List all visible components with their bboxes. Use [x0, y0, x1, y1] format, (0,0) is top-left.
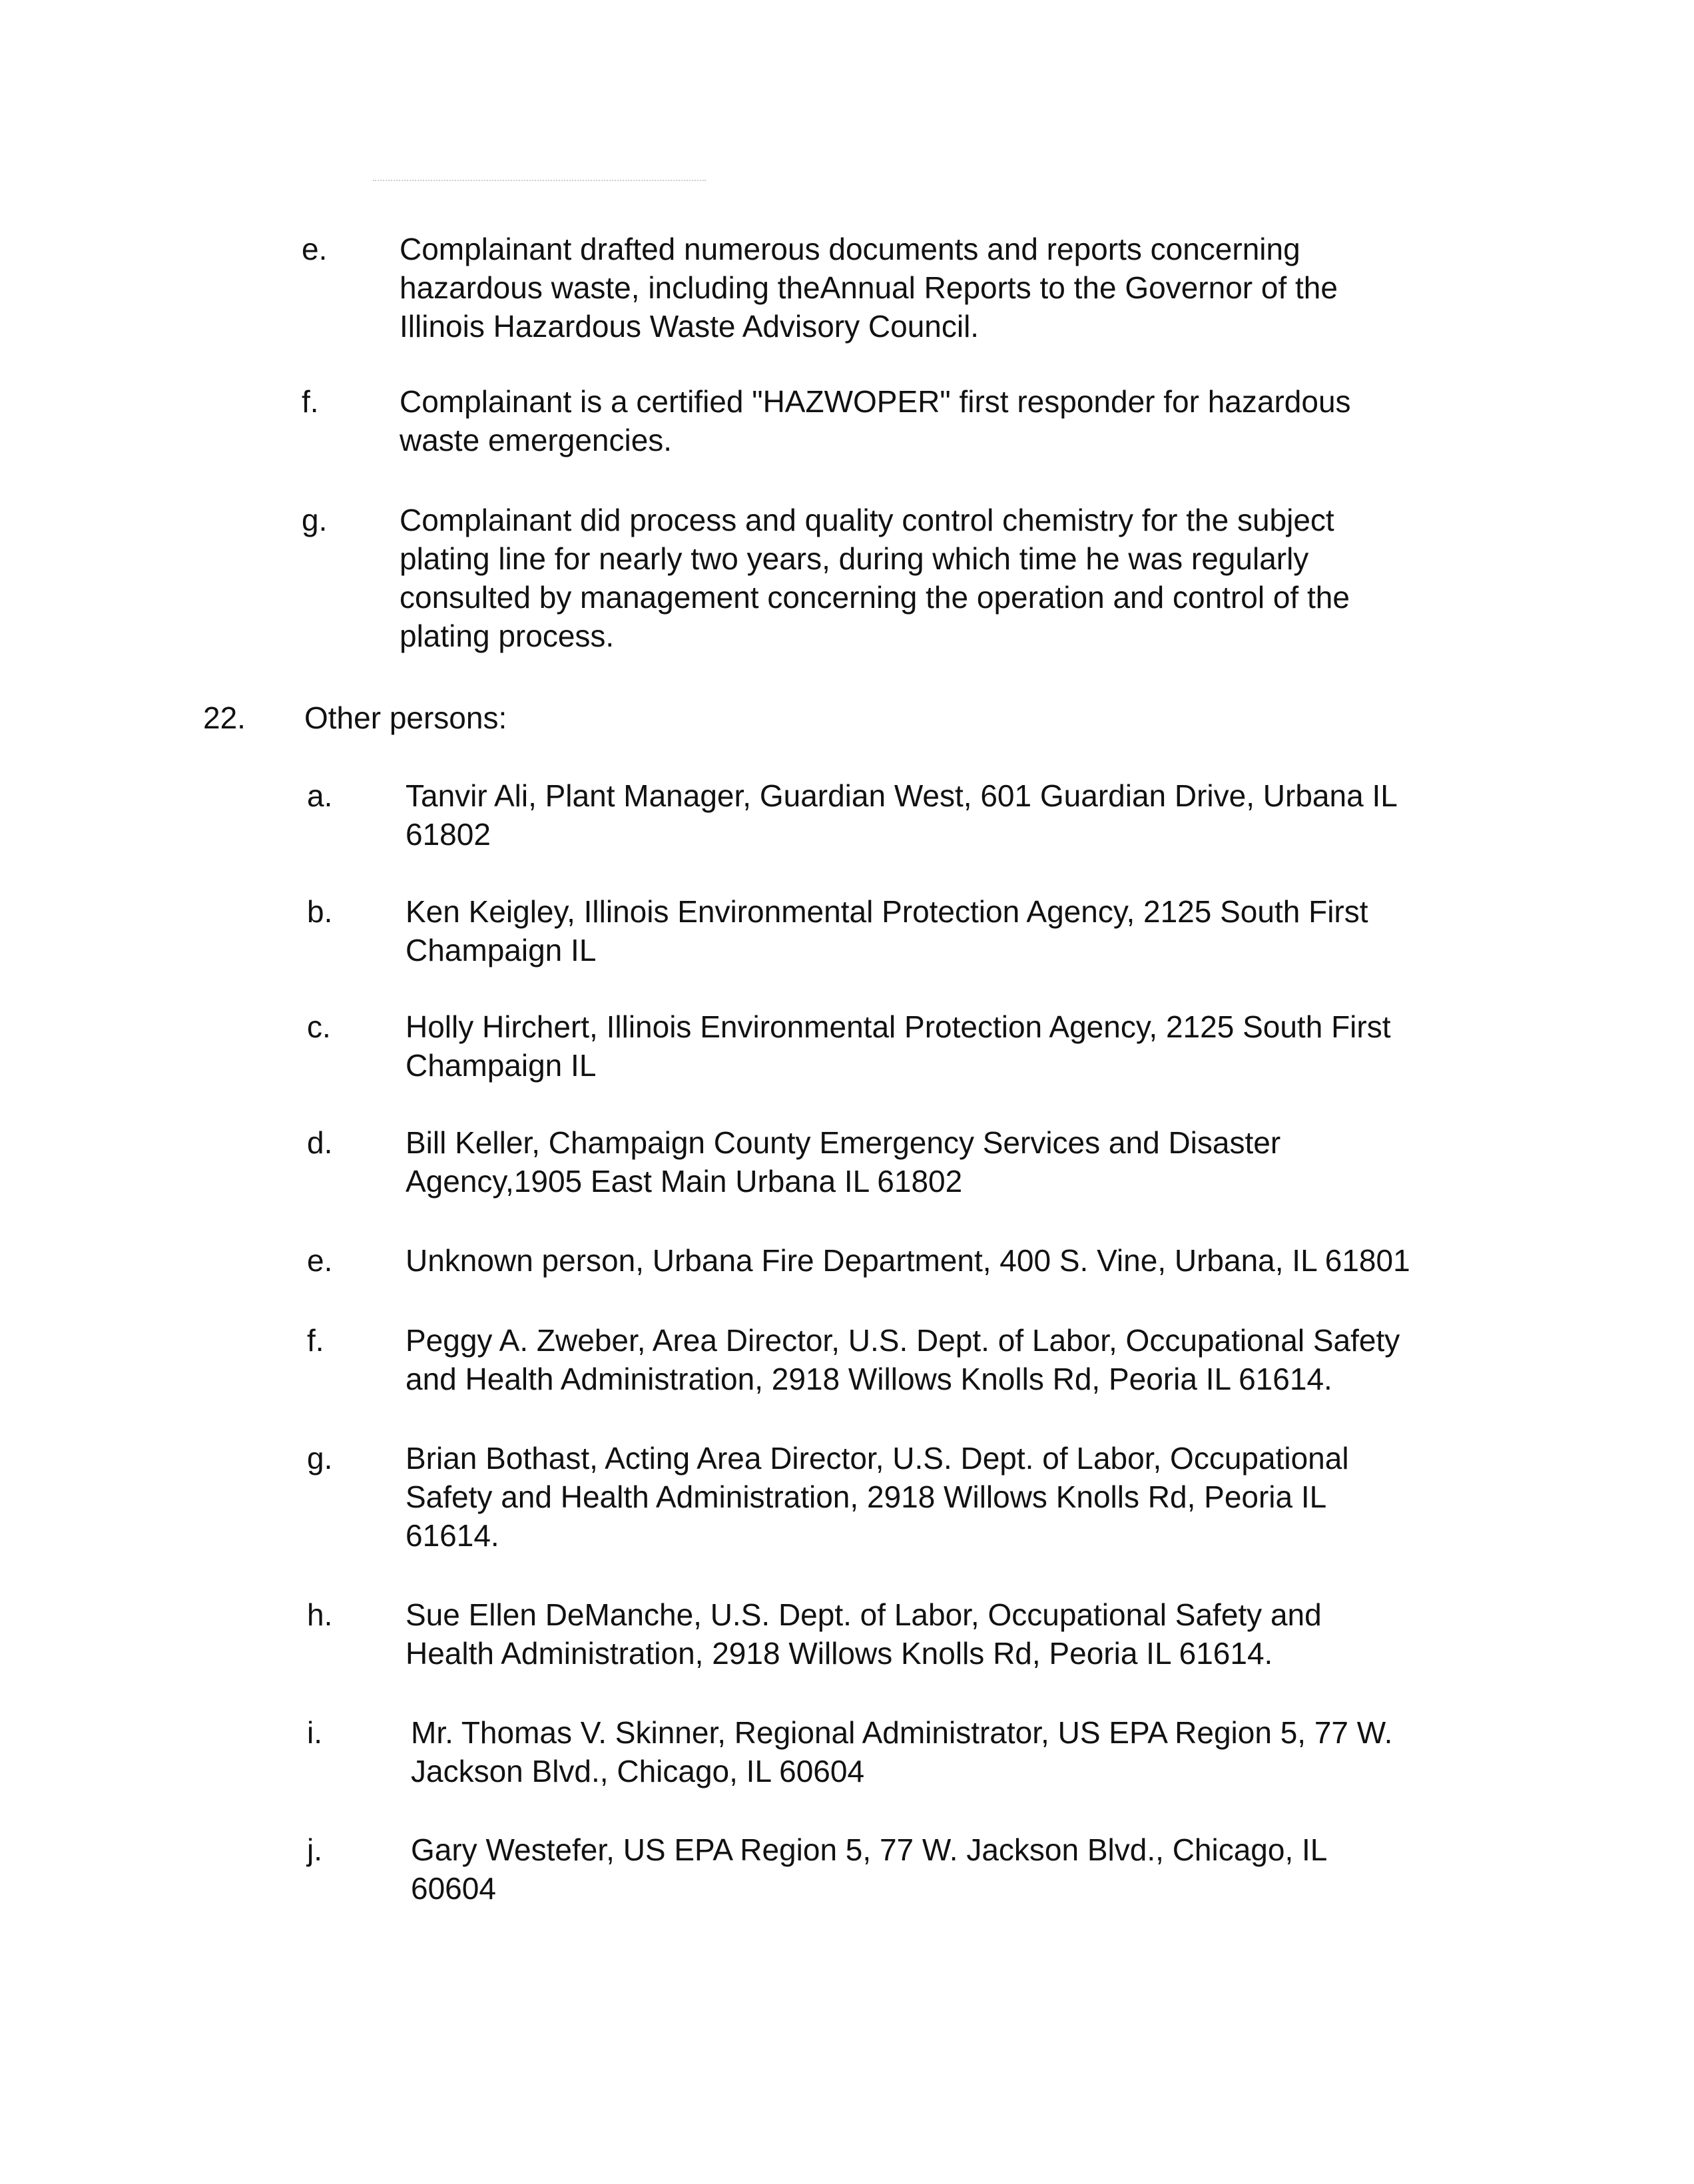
item-text: [406, 1321, 1400, 1398]
item-text: [406, 1123, 1280, 1201]
section-number: 22.: [203, 700, 246, 735]
item-label: b.: [307, 894, 333, 929]
item-text-line: Peggy A. Zweber, Area Director, U.S. Dept. of Labor, Occupational Safety: [406, 1323, 1400, 1358]
item-text-line: Mr. Thomas V. Skinner, Regional Administrator, US EPA Region 5, 77 W.: [411, 1715, 1393, 1750]
item-label: h.: [307, 1597, 333, 1632]
item-text-line: plating process.: [400, 619, 615, 653]
item-text-line: Unknown person, Urbana Fire Department, 400 S. Vine, Urbana, IL 61801: [406, 1243, 1410, 1278]
item-text-line: Sue Ellen DeManche, U.S. Dept. of Labor, Occupational Safety and: [406, 1597, 1322, 1632]
item-text-line: consulted by management concerning the operation and control of the: [400, 580, 1350, 615]
item-text-line: Complainant drafted numerous documents and reports concerning: [400, 232, 1300, 266]
item-text-line: Ken Keigley, Illinois Environmental Protection Agency, 2125 South First: [406, 894, 1368, 929]
item-text-line: Gary Westefer, US EPA Region 5, 77 W. Jackson Blvd., Chicago, IL: [411, 1832, 1328, 1867]
item-text: [400, 501, 1350, 655]
item-text-line: Complainant did process and quality control chemistry for the subject: [400, 503, 1334, 537]
item-text-line: Complainant is a certified "HAZWOPER" first responder for hazardous: [400, 384, 1351, 419]
item-text-line: and Health Administration, 2918 Willows Knolls Rd, Peoria IL 61614.: [406, 1362, 1332, 1396]
item-text: [406, 1439, 1349, 1555]
item-text-line: Tanvir Ali, Plant Manager, Guardian West, 601 Guardian Drive, Urbana IL: [406, 778, 1398, 813]
item-text-line: Brian Bothast, Acting Area Director, U.S. Dept. of Labor, Occupational: [406, 1441, 1349, 1476]
item-text-line: Bill Keller, Champaign County Emergency Services and Disaster: [406, 1125, 1281, 1160]
item-text: [400, 382, 1351, 459]
item-label: j.: [307, 1832, 322, 1867]
item-text-line: waste emergencies.: [400, 423, 673, 457]
item-text-line: hazardous waste, including theAnnual Reports to the Governor of the: [400, 270, 1338, 305]
item-text: [406, 1241, 1410, 1280]
item-text: [411, 1713, 1392, 1790]
item-label: d.: [307, 1125, 333, 1160]
item-text-line: plating line for nearly two years, during which time he was regularly: [400, 541, 1309, 576]
item-text-line: 61614.: [406, 1518, 499, 1553]
item-text-line: Jackson Blvd., Chicago, IL 60604: [411, 1754, 865, 1788]
item-label: e.: [307, 1243, 333, 1278]
scan-artifact: [373, 180, 706, 182]
item-text-line: Champaign IL: [406, 933, 597, 967]
item-label: f.: [302, 384, 319, 419]
item-text: [400, 230, 1338, 346]
item-label: g.: [307, 1441, 333, 1476]
item-text: [406, 1007, 1390, 1085]
item-label: f.: [307, 1323, 324, 1358]
item-text: [406, 892, 1368, 969]
item-text-line: 61802: [406, 817, 491, 852]
item-text-line: Safety and Health Administration, 2918 Willows Knolls Rd, Peoria IL: [406, 1480, 1327, 1514]
item-label: c.: [307, 1009, 331, 1044]
item-text-line: Holly Hirchert, Illinois Environmental Protection Agency, 2125 South First: [406, 1009, 1391, 1044]
item-label: e.: [302, 232, 328, 266]
item-text-line: Health Administration, 2918 Willows Knolls Rd, Peoria IL 61614.: [406, 1636, 1273, 1671]
item-text-line: Illinois Hazardous Waste Advisory Council.: [400, 309, 980, 344]
item-text-line: Agency,1905 East Main Urbana IL 61802: [406, 1164, 963, 1199]
item-text: [406, 776, 1398, 854]
item-label: i.: [307, 1715, 322, 1750]
item-label: g.: [302, 503, 328, 537]
item-text-line: Champaign IL: [406, 1048, 597, 1083]
item-text-line: 60604: [411, 1871, 496, 1906]
item-label: a.: [307, 778, 333, 813]
item-text: [406, 1595, 1322, 1673]
item-text: [411, 1830, 1327, 1908]
section-heading: Other persons:: [304, 700, 507, 735]
